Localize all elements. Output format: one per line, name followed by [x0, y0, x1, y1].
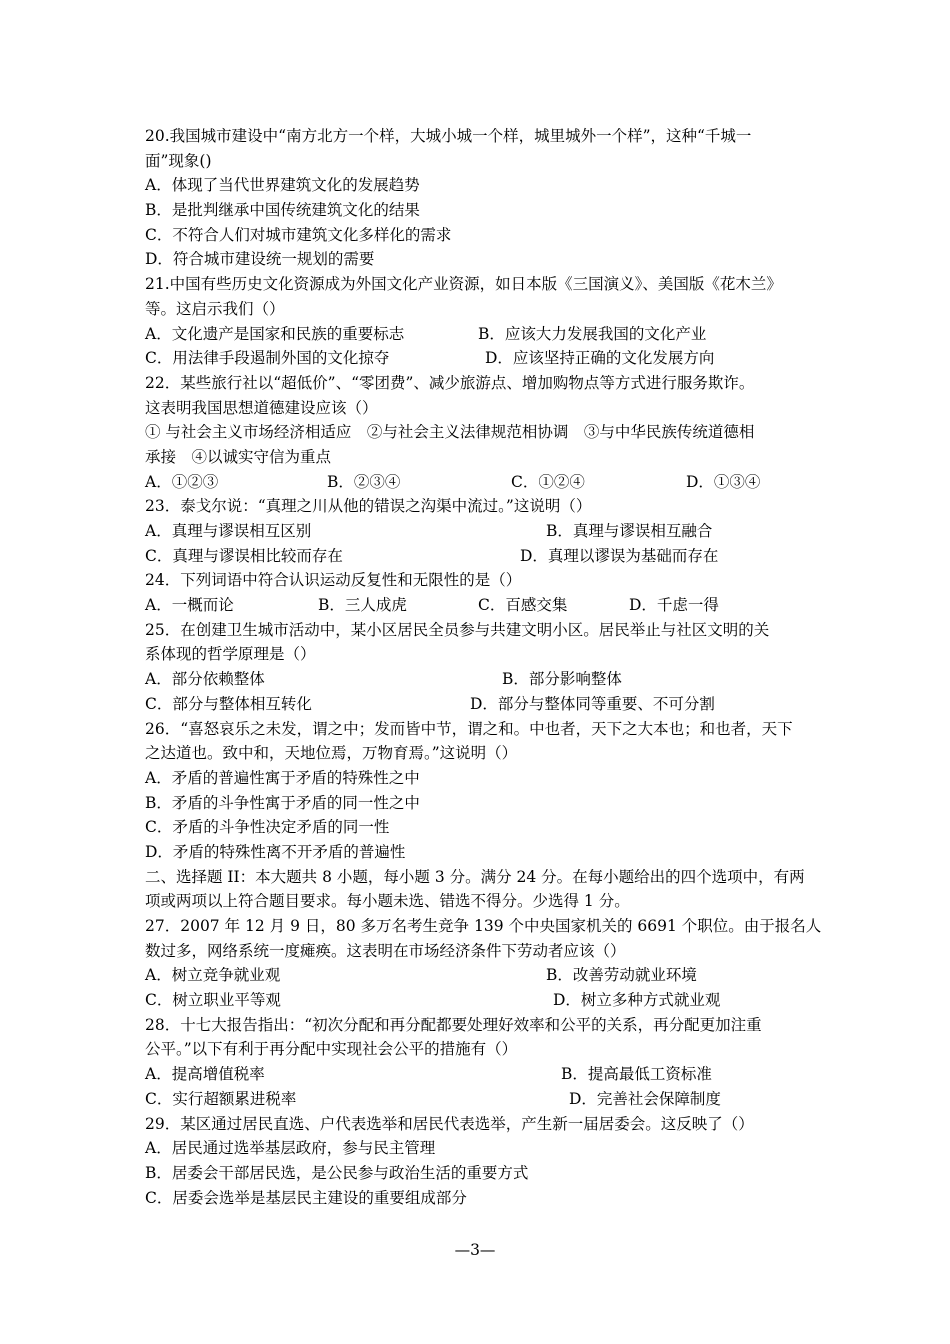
- q23-options-row2: [145, 544, 813, 569]
- q27-option-b: B．改善劳动就业环境: [546, 966, 697, 985]
- q22-option-d: D．①③④: [686, 472, 761, 491]
- q26-stem-line2: 之达道也。致中和，天地位焉，万物育焉。”这说明（）: [145, 744, 518, 763]
- q21-options-row1: [145, 322, 813, 347]
- q29-stem: 29．某区通过居民直选、户代表选举和居民代表选举，产生新一届居委会。这反映了（）: [145, 1114, 754, 1133]
- q27-stem-line2: 数过多，网络系统一度瘫痪。这表明在市场经济条件下劳动者应该（）: [145, 941, 626, 960]
- q28-stem-line1: 28．十七大报告指出：“初次分配和再分配都要处理好效率和公平的关系，再分配更加注重: [145, 1015, 762, 1034]
- q24-stem: 24．下列词语中符合认识运动反复性和无限性的是（）: [145, 571, 522, 590]
- q23-options-row1: [145, 519, 813, 544]
- page-number: —3—: [454, 1241, 496, 1259]
- q25-option-c: C．部分与整体相互转化: [145, 694, 312, 713]
- q24-option-a: A．一概而论: [145, 596, 234, 615]
- q21-option-b: B．应该大力发展我国的文化产业: [478, 324, 707, 343]
- q26-stem-line1: 26．“喜怒哀乐之未发，谓之中；发而皆中节，谓之和。中也者，天下之大本也；和也者，天下: [145, 719, 793, 738]
- page-content: [145, 124, 822, 1210]
- q25-option-a: A．部分依赖整体: [145, 670, 265, 689]
- q22-items-line2: 承接 ④以诚实守信为重点: [145, 447, 332, 466]
- q20-option-b: B．是批判继承中国传统建筑文化的结果: [145, 201, 420, 220]
- q21-option-a: A．文化遗产是国家和民族的重要标志: [145, 324, 405, 343]
- q28-option-b: B．提高最低工资标准: [561, 1065, 712, 1084]
- q22-stem-line1: 22．某些旅行社以“超低价”、“零团费”、减少旅游点、增加购物点等方式进行服务欺诈。: [145, 373, 755, 392]
- q22-options-row: [145, 470, 813, 495]
- q26-option-d: D．矛盾的特殊性离不开矛盾的普遍性: [145, 842, 406, 861]
- q28-option-c: C．实行超额累进税率: [145, 1089, 297, 1108]
- q22-option-b: B．②③④: [327, 472, 401, 491]
- q24-option-c: C．百感交集: [478, 596, 568, 615]
- q28-stem-line2: 公平。”以下有利于再分配中实现社会公平的措施有（）: [145, 1040, 518, 1059]
- q22-option-a: A．①②③: [145, 472, 219, 491]
- q21-option-d: D．应该坚持正确的文化发展方向: [485, 349, 715, 368]
- q23-option-d: D．真理以谬误为基础而存在: [520, 546, 719, 565]
- q21-stem-line2: 等。这启示我们（）: [145, 299, 285, 318]
- q22-items-line1: ① 与社会主义市场经济相适应 ②与社会主义法律规范相协调 ③与中华民族传统道德相: [145, 423, 755, 442]
- q20-stem-line2: 面”现象(): [145, 151, 212, 170]
- q21-option-c: C．用法律手段遏制外国的文化掠夺: [145, 349, 390, 368]
- q26-option-c: C．矛盾的斗争性决定矛盾的同一性: [145, 818, 390, 837]
- q25-option-d: D．部分与整体同等重要、不可分割: [470, 694, 715, 713]
- q27-option-c: C．树立职业平等观: [145, 991, 281, 1010]
- q28-options-row1: [145, 1062, 813, 1087]
- q23-option-c: C．真理与谬误相比较而存在: [145, 546, 343, 565]
- q25-options-row2: [145, 692, 813, 717]
- q29-option-b: B．居委会干部居民选，是公民参与政治生活的重要方式: [145, 1163, 529, 1182]
- q26-option-a: A．矛盾的普遍性寓于矛盾的特殊性之中: [145, 768, 420, 787]
- q24-options-row: [145, 593, 813, 618]
- q25-options-row1: [145, 667, 813, 692]
- q23-stem: 23．泰戈尔说：“真理之川从他的错误之沟渠中流过。”这说明（）: [145, 497, 592, 516]
- q25-stem-line2: 系体现的哲学原理是（）: [145, 645, 316, 664]
- q22-stem-line2: 这表明我国思想道德建设应该（）: [145, 398, 378, 417]
- q23-option-a: A．真理与谬误相互区别: [145, 522, 312, 540]
- q21-stem-line1: 21.中国有些历史文化资源成为外国文化产业资源，如日本版《三国演义》、美国版《花木兰》: [145, 275, 782, 294]
- q25-option-b: B．部分影响整体: [502, 670, 622, 689]
- q20-option-c: C．不符合人们对城市建筑文化多样化的需求: [145, 225, 452, 244]
- q27-option-d: D．树立多种方式就业观: [553, 991, 721, 1010]
- q28-option-d: D．完善社会保障制度: [569, 1089, 721, 1108]
- section2-instructions-line1: 二、选择题 II：本大题共 8 小题，每小题 3 分。满分 24 分。在每小题给出的四个选项中，有两: [145, 867, 805, 886]
- q28-options-row2: [145, 1087, 813, 1112]
- q27-options-row2: [145, 988, 813, 1013]
- q20-option-d: D．符合城市建设统一规划的需要: [145, 250, 375, 269]
- q20-option-a: A．体现了当代世界建筑文化的发展趋势: [145, 176, 420, 195]
- q28-option-a: A．提高增值税率: [145, 1065, 265, 1084]
- q23-option-b: B．真理与谬误相互融合: [546, 522, 713, 540]
- q27-option-a: A．树立竞争就业观: [145, 966, 281, 985]
- q25-stem-line1: 25．在创建卫生城市活动中，某小区居民全员参与共建文明小区。居民举止与社区文明的关: [145, 620, 770, 639]
- q21-options-row2: [145, 346, 813, 371]
- q29-option-a: A．居民通过选举基层政府，参与民主管理: [145, 1139, 436, 1158]
- q26-option-b: B．矛盾的斗争性寓于矛盾的同一性之中: [145, 793, 420, 812]
- q27-options-row1: [145, 963, 813, 988]
- q22-option-c: C．①②④: [511, 472, 585, 491]
- q24-option-d: D．千虑一得: [629, 596, 719, 615]
- q24-option-b: B．三人成虎: [318, 596, 407, 615]
- section2-instructions-line2: 项或两项以上符合题目要求。每小题未选、错选不得分。少选得 1 分。: [145, 892, 630, 911]
- q27-stem-line1: 27．2007 年 12 月 9 日，80 多万名考生竞争 139 个中央国家机关的 6691 个职位。由于报名人: [145, 917, 822, 935]
- q20-stem-line1: 20.我国城市建设中“南方北方一个样，大城小城一个样，城里城外一个样”，这种“千城一: [145, 127, 752, 145]
- q29-option-c: C．居委会选举是基层民主建设的重要组成部分: [145, 1188, 467, 1207]
